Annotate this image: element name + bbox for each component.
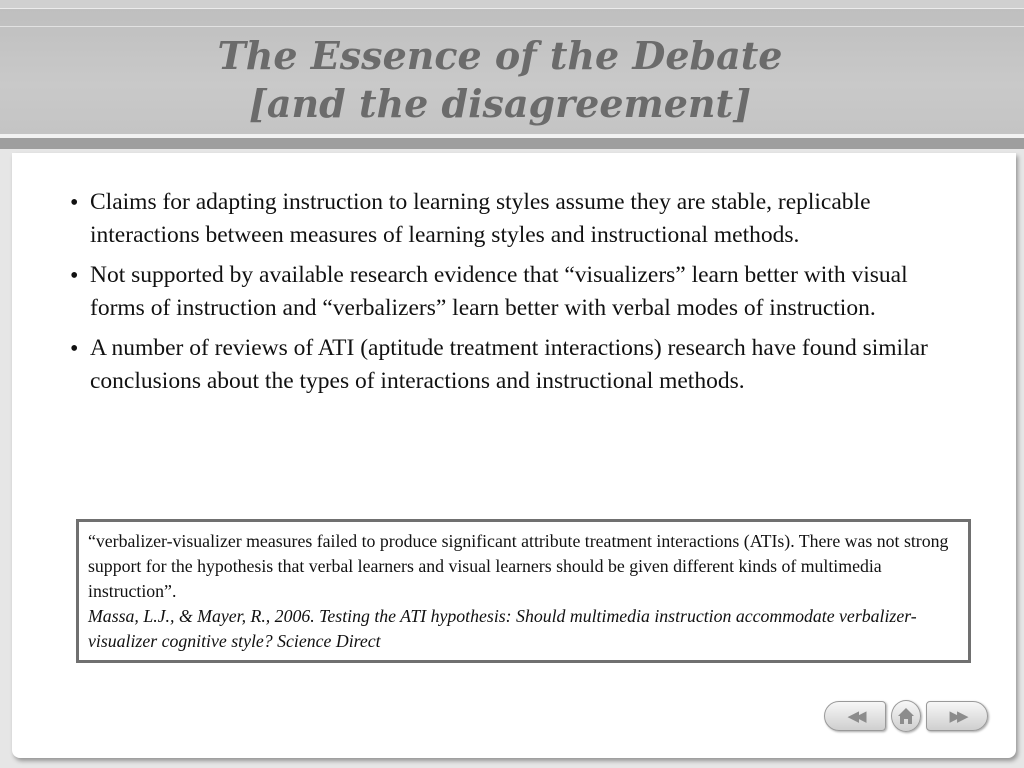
bullet-text: Claims for adapting instruction to learning styles assume they are stable, replicable interactions between measures of learning styles and instructional methods. bbox=[90, 189, 871, 248]
bullet-icon: • bbox=[70, 190, 79, 216]
quote-citation: Massa, L.J., & Mayer, R., 2006. Testing the ATI hypothesis: Should multimedia instruction accommodate verbalizer-visualizer cognitive style? Science Direct bbox=[88, 606, 917, 651]
bullet-item bbox=[62, 259, 942, 324]
bullet-text: Not supported by available research evidence that “visualizers” learn better with visual forms of instruction and “verbalizers” learn better with verbal modes of instruction. bbox=[90, 262, 908, 321]
rewind-icon: ◀◀ bbox=[847, 707, 863, 725]
bullet-item bbox=[62, 186, 942, 251]
next-slide-button[interactable] bbox=[926, 701, 988, 731]
header-highlight-line bbox=[0, 26, 1024, 27]
previous-slide-button[interactable] bbox=[824, 701, 886, 731]
slide-title bbox=[0, 32, 1000, 128]
fast-forward-icon: ▶▶ bbox=[949, 707, 965, 725]
quote-text: “verbalizer-visualizer measures failed to produce significant attribute treatment interactions (ATIs). There was not strong support for the hypothesis that verbal learners and visual learners should be given different kinds of multimedia instruction”. bbox=[88, 531, 949, 601]
slide-title-line-1: The Essence of the Debate bbox=[217, 33, 783, 78]
bullet-text: A number of reviews of ATI (aptitude treatment interactions) research have found similar conclusions about the types of interactions and instructional methods. bbox=[90, 335, 928, 394]
home-button[interactable] bbox=[891, 700, 921, 732]
bullet-icon: • bbox=[70, 336, 79, 362]
home-icon bbox=[897, 707, 915, 725]
slide-title-line-2: [and the disagreement] bbox=[248, 81, 752, 126]
top-strip bbox=[0, 0, 1024, 8]
bullet-list bbox=[62, 186, 942, 405]
quote-box bbox=[76, 519, 971, 663]
bullet-item bbox=[62, 332, 942, 397]
bullet-icon: • bbox=[70, 263, 79, 289]
header-rule-dark bbox=[0, 138, 1024, 149]
